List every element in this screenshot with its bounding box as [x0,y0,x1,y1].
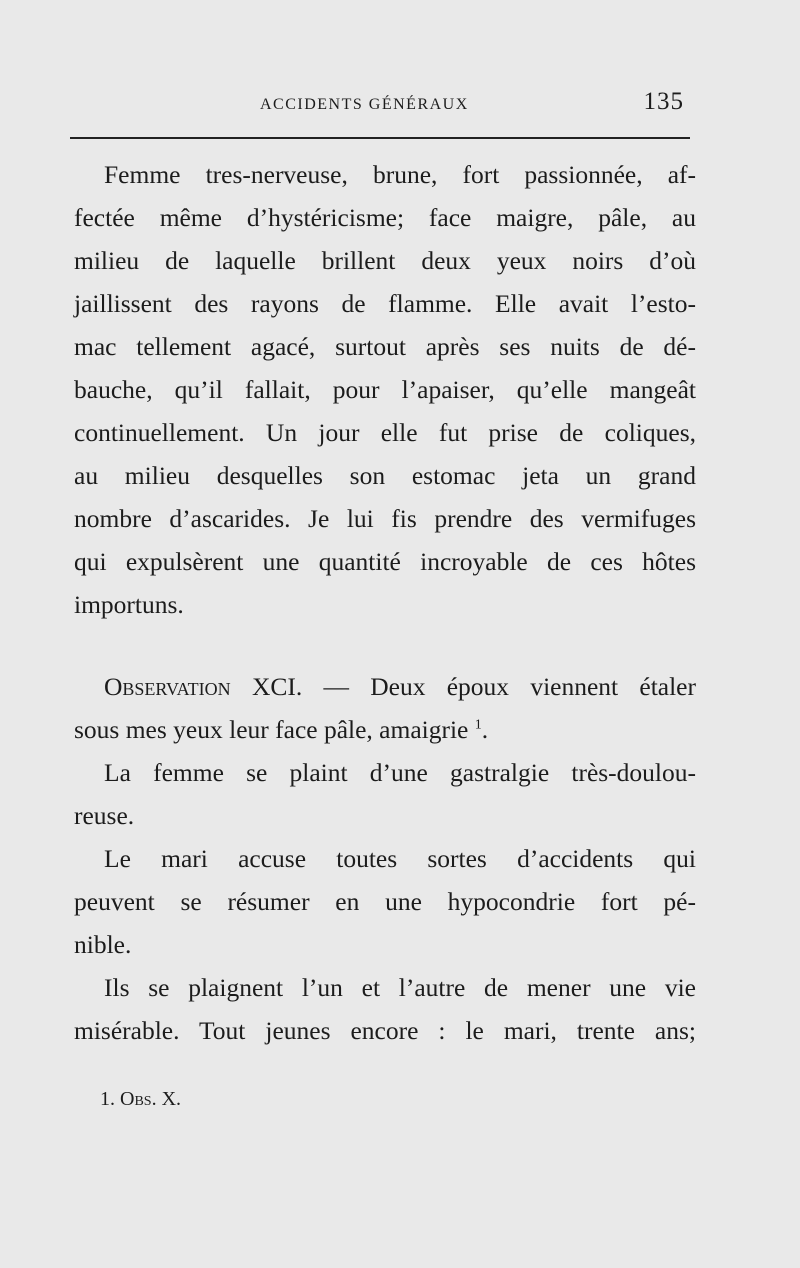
para3-line-2: reuse. [74,801,135,830]
footnote-reference: 1 [474,717,482,733]
para1-line-2: fectée même d’hystéricisme; face maigre, pâle, au [74,203,696,232]
observation-label: Observation [104,672,231,701]
observation-number: XCI. [251,672,303,701]
para1-line-4: jaillissent des rayons de flamme. Elle avait l’esto- [74,289,696,318]
para1-line-7: continuellement. Un jour elle fut prise de coliques, [74,418,696,447]
header-rule [70,137,690,139]
page-header [70,88,692,124]
para4-line-3: nible. [74,930,132,959]
running-head: ACCIDENTS GÉNÉRAUX [260,96,469,113]
para1-line-5: mac tellement agacé, surtout après ses nuits de dé- [74,332,696,361]
para5-line-2: misérable. Tout jeunes encore : le mari, trente ans; [74,1016,696,1045]
observation-line-2 [74,715,696,745]
footnote-obs: Obs. [120,1088,157,1110]
para4-line-2: peuvent se résumer en une hypocondrie fort pé- [74,887,696,916]
para1-line-6: bauche, qu’il fallait, pour l’apaiser, qu’elle mangeât [74,375,696,404]
para5-line-1: Ils se plaignent l’un et l’autre de mener une vie [104,973,696,1002]
para1-line-3: milieu de laquelle brillent deux yeux noirs d’où [74,246,696,275]
footnote-number: 1. [100,1088,115,1110]
observation-line-2-text: sous mes yeux leur face pâle, amaigrie [74,715,475,744]
para1-line-9: nombre d’ascarides. Je lui fis prendre des vermifuges [74,504,696,533]
observation-line-2-end: . [481,715,489,744]
para1-line-11: importuns. [74,590,184,619]
observation-line-1 [74,672,696,702]
para3-line-1: La femme se plaint d’une gastralgie très-doulou- [104,758,696,787]
footnote [100,1088,181,1111]
page-number: 135 [643,88,684,115]
para4-line-1: Le mari accuse toutes sortes d’accidents qui [104,844,696,873]
para1-line-10: qui expulsèrent une quantité incroyable de ces hôtes [74,547,696,576]
para1-line-1: Femme tres-nerveuse, brune, fort passionnée, af- [104,160,696,189]
para1-line-8: au milieu desquelles son estomac jeta un grand [74,461,696,490]
footnote-ref: X. [161,1088,182,1110]
observation-intro: — Deux époux viennent étaler [302,672,696,701]
